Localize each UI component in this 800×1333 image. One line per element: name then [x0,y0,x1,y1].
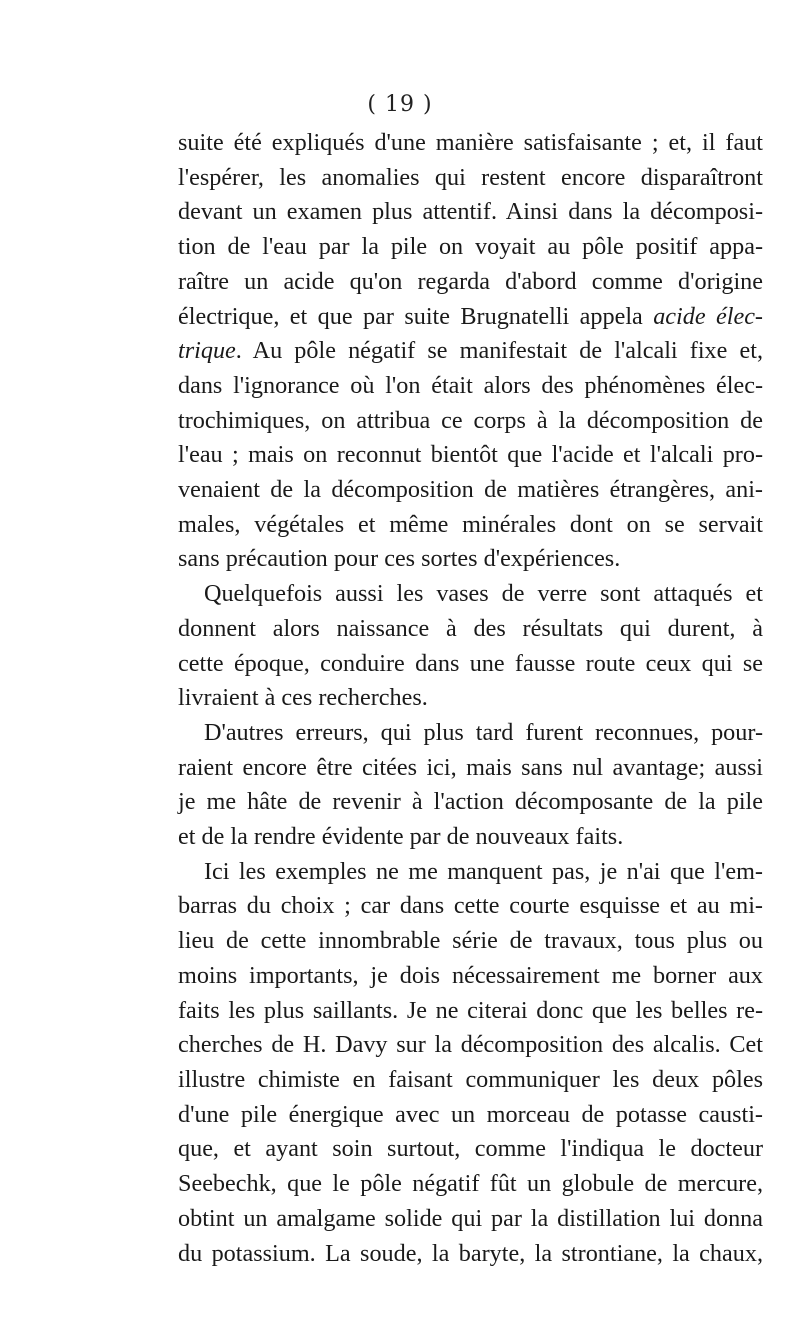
text-line [178,334,763,369]
text-line: faits les plus saillants. Je ne citerai donc que les belles re- [178,996,763,1024]
text-line: l'espérer, les anomalies qui restent encore disparaîtront [178,163,763,191]
text-line: sans précaution pour ces sortes d'expériences. [178,545,621,573]
text-line: venaient de la décomposition de matières étrangères, ani- [178,476,763,504]
text-line: du potassium. La soude, la baryte, la strontiane, la chaux, [178,1239,763,1267]
text-line: dans l'ignorance où l'on était alors des phénomènes élec- [178,371,763,399]
text-line: Seebechk, que le pôle négatif fût un globule de mercure, [178,1170,763,1198]
paragraph-4 [178,855,763,1271]
text-line: lieu de cette innombrable série de travaux, tous plus ou [178,927,763,955]
line-text: électrique, et que par suite Brugnatelli appela [178,302,654,330]
body-text [178,126,763,1271]
text-line: l'eau ; mais on reconnut bientôt que l'acide et l'alcali pro- [178,441,763,469]
text-line: devant un examen plus attentif. Ainsi dans la décomposi- [178,198,763,226]
italic-term: acide élec- [653,302,763,330]
paragraph-3 [178,716,763,855]
text-line: que, et ayant soin surtout, comme l'indiqua le docteur [178,1135,763,1163]
text-line: Ici les exemples ne me manquent pas, je n'ai que l'em- [204,857,763,885]
text-line: raient encore être citées ici, mais sans nul avantage; aussi [178,753,763,781]
text-line: donnent alors naissance à des résultats qui durent, à [178,614,763,642]
text-line: livraient à ces recherches. [178,684,428,712]
page-number: ( 19 ) [367,92,433,117]
text-line: raître un acide qu'on regarda d'abord comme d'origine [178,267,763,295]
text-line: males, végétales et même minérales dont on se servait [178,510,763,538]
text-line: cette époque, conduire dans une fausse route ceux qui se [178,649,763,677]
line-text: . Au pôle négatif se manifestait de l'alcali fixe et, [235,337,763,365]
italic-term-continued: trique [178,337,236,365]
text-line [178,300,763,335]
text-line: trochimiques, on attribua ce corps à la décomposition de [178,406,763,434]
text-line: je me hâte de revenir à l'action décomposante de la pile [178,788,763,816]
text-line: cherches de H. Davy sur la décomposition des alcalis. Cet [178,1031,763,1059]
text-line: D'autres erreurs, qui plus tard furent reconnues, pour- [204,718,763,746]
text-line: illustre chimiste en faisant communiquer les deux pôles [178,1065,763,1093]
text-line: moins importants, je dois nécessairement me borner aux [178,961,763,989]
text-line: Quelquefois aussi les vases de verre sont attaqués et [204,580,763,608]
text-line: obtint un amalgame solide qui par la distillation lui donna [178,1204,763,1232]
text-line: tion de l'eau par la pile on voyait au pôle positif appa- [178,233,763,261]
paragraph-1 [178,126,763,577]
text-line: suite été expliqués d'une manière satisfaisante ; et, il faut [178,129,763,156]
text-line: d'une pile énergique avec un morceau de potasse causti- [178,1100,763,1128]
text-line: barras du choix ; car dans cette courte esquisse et au mi- [178,892,763,920]
paragraph-2 [178,577,763,716]
text-line: et de la rendre évidente par de nouveaux faits. [178,823,624,851]
